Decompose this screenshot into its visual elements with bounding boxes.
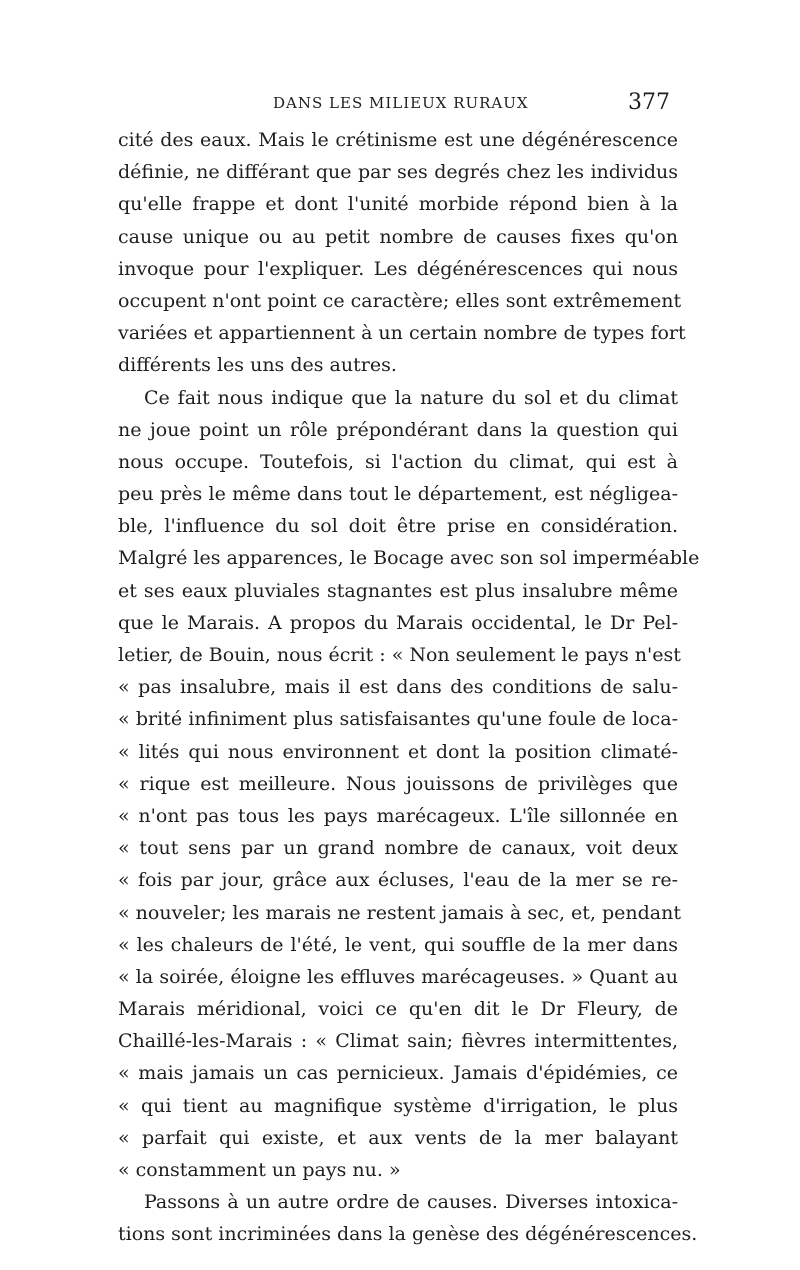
text-line: ne joue point un rôle prépondérant dans la question qui — [118, 418, 678, 441]
text-line: « lités qui nous environnent et dont la position climaté- — [118, 740, 678, 763]
text-line: Malgré les apparences, le Bocage avec son sol imperméable — [118, 547, 700, 570]
running-title: DANS LES MILIEUX RURAUX — [273, 94, 529, 112]
text-line: occupent n'ont point ce caractère; elles sont extrêmement — [118, 289, 682, 312]
text-line: « pas insalubre, mais il est dans des conditions de salu- — [118, 676, 678, 699]
page-header — [118, 90, 678, 120]
text-line: et ses eaux pluviales stagnantes est plus insalubre même — [118, 579, 678, 602]
text-line: cité des eaux. Mais le crétinisme est une dégénérescence — [118, 129, 678, 151]
text-line: Passons à un autre ordre de causes. Diverses intoxica- — [144, 1191, 678, 1214]
text-line: différents les uns des autres. — [118, 354, 397, 377]
text-line: Ce fait nous indique que la nature du sol et du climat — [144, 386, 678, 409]
text-line: Marais méridional, voici ce qu'en dit le Dr Fleury, de — [118, 998, 678, 1021]
text-line: ble, l'influence du sol doit être prise en considération. — [118, 515, 678, 538]
text-line: « tout sens par un grand nombre de canaux, voit deux — [118, 837, 678, 860]
text-line: nous occupe. Toutefois, si l'action du climat, qui est à — [118, 450, 678, 473]
text-line: « mais jamais un cas pernicieux. Jamais d'épidémies, ce — [118, 1062, 678, 1085]
text-line: « les chaleurs de l'été, le vent, qui souffle de la mer dans — [118, 933, 678, 956]
text-line: invoque pour l'expliquer. Les dégénérescences qui nous — [118, 257, 678, 280]
text-line: tions sont incriminées dans la genèse des dégénérescences. — [118, 1223, 698, 1246]
text-line: Chaillé-les-Marais : « Climat sain; fièvres intermittentes, — [118, 1030, 678, 1053]
text-line: qu'elle frappe et dont l'unité morbide répond bien à la — [118, 193, 678, 216]
text-line: « fois par jour, grâce aux écluses, l'eau de la mer se re- — [118, 869, 678, 892]
text-line: que le Marais. A propos du Marais occidental, le Dr Pel- — [118, 611, 678, 634]
text-line: « nouveler; les marais ne restent jamais à sec, et, pendant — [118, 901, 681, 924]
body-text — [118, 124, 700, 1251]
text-line: « constamment un pays nu. » — [118, 1159, 401, 1181]
text-line: peu près le même dans tout le département, est négligea- — [118, 483, 678, 506]
page-number: 377 — [628, 90, 670, 115]
text-line: « brité infiniment plus satisfaisantes qu'une foule de loca- — [118, 708, 678, 731]
text-line: letier, de Bouin, nous écrit : « Non seulement le pays n'est — [118, 644, 681, 666]
text-line: cause unique ou au petit nombre de causes fixes qu'on — [118, 225, 678, 248]
text-line: « rique est meilleure. Nous jouissons de privilèges que — [118, 772, 678, 795]
text-line: « parfait qui existe, et aux vents de la mer balayant — [118, 1126, 678, 1149]
text-line: variées et appartiennent à un certain nombre de types fort — [118, 322, 686, 345]
text-line: « n'ont pas tous les pays marécageux. L'île sillonnée en — [118, 804, 678, 827]
text-line: « qui tient au magnifique système d'irrigation, le plus — [118, 1094, 678, 1117]
text-line: définie, ne différant que par ses degrés chez les individus — [118, 161, 678, 184]
text-line: « la soirée, éloigne les effluves marécageuses. » Quant au — [118, 965, 678, 988]
